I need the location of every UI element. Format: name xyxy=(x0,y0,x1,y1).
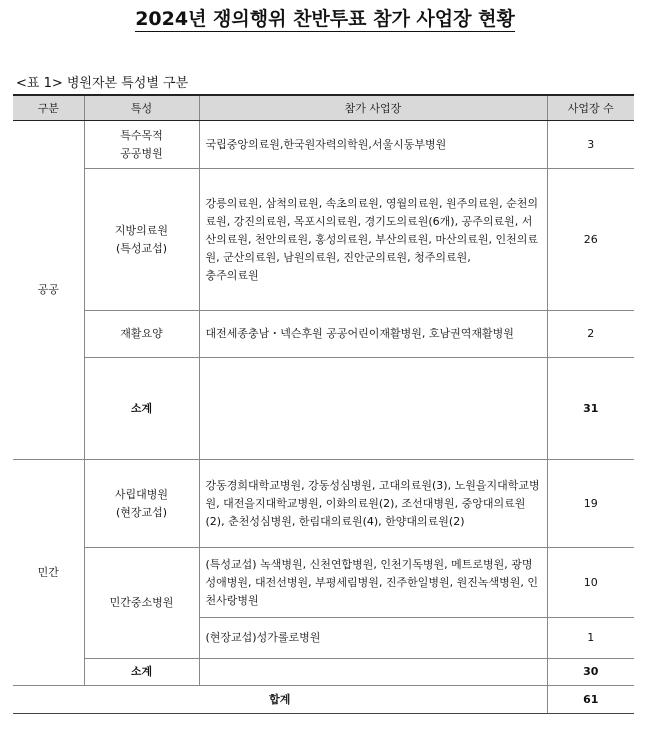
total-row xyxy=(13,686,634,714)
type-cell: 지방의료원 (특성교섭) xyxy=(84,169,199,311)
sites-cell: 대전세종충남・넥슨후원 공공어린이재활병원, 호남권역재활병원 xyxy=(199,311,547,358)
table-row xyxy=(13,548,634,618)
subtotal-value: 30 xyxy=(547,659,634,686)
sites-cell: (현장교섭)성가롤로병원 xyxy=(199,618,547,659)
hospital-table xyxy=(13,94,634,714)
table-row xyxy=(13,311,634,358)
table-caption: <표 1> 병원자본 특성별 구분 xyxy=(16,76,189,91)
group-private: 민간 xyxy=(13,460,84,686)
header-sites: 참가 사업장 xyxy=(199,95,547,121)
table-row xyxy=(13,460,634,548)
count-cell: 1 xyxy=(547,618,634,659)
table-row xyxy=(13,169,634,311)
count-cell: 26 xyxy=(547,169,634,311)
header-count: 사업장 수 xyxy=(547,95,634,121)
total-value: 61 xyxy=(547,686,634,714)
type-cell: 재활요양 xyxy=(84,311,199,358)
count-cell: 19 xyxy=(547,460,634,548)
header-category: 구분 xyxy=(13,95,84,121)
subtotal-row xyxy=(13,358,634,460)
type-cell: 사립대병원 (현장교섭) xyxy=(84,460,199,548)
sites-cell: 강릉의료원, 삼척의료원, 속초의료원, 영월의료원, 원주의료원, 순천의료원, 강진의료원, 목포시의료원, 경기도의료원(6개), 공주의료원, 서산의료원, 천안의료원, 홍성의료원, 부산의료원, 마산의료원, 인천의료원, 군산의료원, 남원의료원, 진안군의료원, 청주의료원, 충주의료원 xyxy=(199,169,547,311)
count-cell: 10 xyxy=(547,548,634,618)
sites-cell: (특성교섭) 녹색병원, 신천연합병원, 인천기독병원, 메트로병원, 광명성애병원, 대전선병원, 부평세림병원, 진주한일병원, 원진녹색병원, 인천사랑병원 xyxy=(199,548,547,618)
subtotal-empty xyxy=(199,358,547,460)
table-header-row xyxy=(13,95,634,121)
sites-cell: 국립중앙의료원,한국원자력의학원,서울시동부병원 xyxy=(199,121,547,169)
header-type: 특성 xyxy=(84,95,199,121)
type-cell: 민간중소병원 xyxy=(84,548,199,659)
table-row xyxy=(13,121,634,169)
count-cell: 3 xyxy=(547,121,634,169)
page-title: 2024년 쟁의행위 찬반투표 참가 사업장 현황 xyxy=(135,8,515,30)
subtotal-label: 소계 xyxy=(84,358,199,460)
group-public: 공공 xyxy=(13,121,84,460)
total-label: 합계 xyxy=(13,686,547,714)
type-cell: 특수목적 공공병원 xyxy=(84,121,199,169)
subtotal-label: 소계 xyxy=(84,659,199,686)
sites-cell: 강동경희대학교병원, 강동성심병원, 고대의료원(3), 노원을지대학교병원, 대전을지대학교병원, 이화의료원(2), 조선대병원, 중앙대의료원(2), 춘천성심병원, 한림대의료원(4), 한양대의료원(2) xyxy=(199,460,547,548)
subtotal-value: 31 xyxy=(547,358,634,460)
subtotal-empty xyxy=(199,659,547,686)
subtotal-row xyxy=(13,659,634,686)
count-cell: 2 xyxy=(547,311,634,358)
